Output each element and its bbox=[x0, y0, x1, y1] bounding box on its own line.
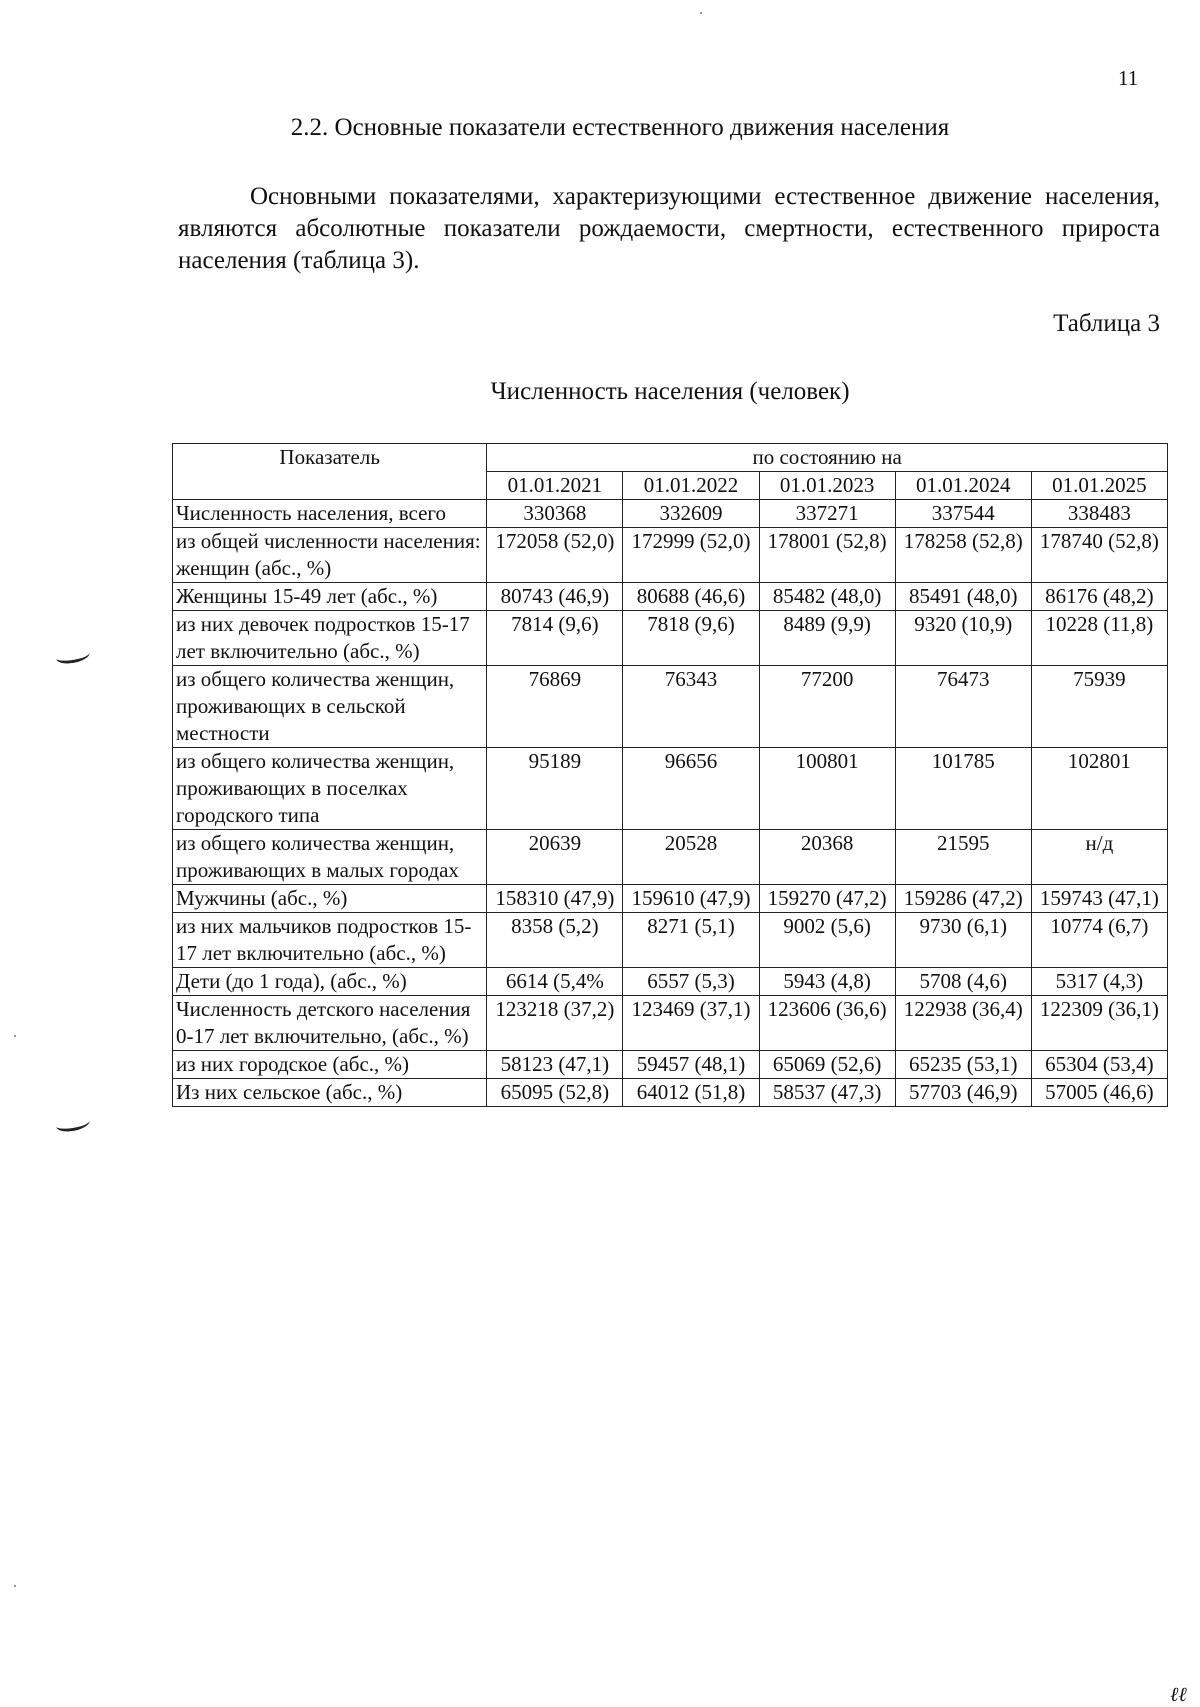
table-cell: 338483 bbox=[1031, 500, 1167, 528]
row-label: из них городское (абс., %) bbox=[173, 1051, 487, 1079]
table-cell: 64012 (51,8) bbox=[623, 1079, 759, 1107]
header-date: 01.01.2023 bbox=[759, 472, 895, 500]
table-row bbox=[173, 913, 1168, 968]
table-row bbox=[173, 748, 1168, 830]
scan-dot bbox=[14, 1585, 16, 1587]
table-head bbox=[173, 444, 1168, 500]
table-cell: 101785 bbox=[895, 748, 1031, 830]
table-cell: 20639 bbox=[487, 830, 623, 885]
row-label: Численность населения, всего bbox=[173, 500, 487, 528]
table-cell: 65304 (53,4) bbox=[1031, 1051, 1167, 1079]
table-cell: 5317 (4,3) bbox=[1031, 968, 1167, 996]
table-label: Таблица 3 bbox=[1053, 310, 1160, 337]
row-label: Дети (до 1 года), (абс., %) bbox=[173, 968, 487, 996]
table-cell: 59457 (48,1) bbox=[623, 1051, 759, 1079]
table-cell: 122309 (36,1) bbox=[1031, 996, 1167, 1051]
table-cell: 80688 (46,6) bbox=[623, 583, 759, 611]
intro-paragraph: Основными показателями, характеризующими естественное движение населения, являются абсолютные показатели рождаемости, смертности, естественного прироста населения (таблица 3). bbox=[178, 183, 1160, 274]
table-row bbox=[173, 583, 1168, 611]
header-indicator: Показатель bbox=[173, 444, 487, 500]
header-date: 01.01.2025 bbox=[1031, 472, 1167, 500]
margin-pen-mark bbox=[55, 1114, 90, 1132]
row-label: из общего количества женщин, проживающих в малых городах bbox=[173, 830, 487, 885]
table-cell: 9730 (6,1) bbox=[895, 913, 1031, 968]
table-cell: 337544 bbox=[895, 500, 1031, 528]
table-cell: 65095 (52,8) bbox=[487, 1079, 623, 1107]
table-row bbox=[173, 968, 1168, 996]
table-cell: 330368 bbox=[487, 500, 623, 528]
table-row bbox=[173, 500, 1168, 528]
table-cell: 7814 (9,6) bbox=[487, 611, 623, 666]
table-cell: 57005 (46,6) bbox=[1031, 1079, 1167, 1107]
table-cell: 8489 (9,9) bbox=[759, 611, 895, 666]
table-cell: 123469 (37,1) bbox=[623, 996, 759, 1051]
table-cell: 76869 bbox=[487, 666, 623, 748]
header-date: 01.01.2024 bbox=[895, 472, 1031, 500]
table-cell: 337271 bbox=[759, 500, 895, 528]
table-cell: 159286 (47,2) bbox=[895, 885, 1031, 913]
header-date: 01.01.2022 bbox=[623, 472, 759, 500]
table-cell: 9002 (5,6) bbox=[759, 913, 895, 968]
table-cell: 122938 (36,4) bbox=[895, 996, 1031, 1051]
row-label: из общей численности населения: женщин (абс., %) bbox=[173, 528, 487, 583]
table-cell: 172999 (52,0) bbox=[623, 528, 759, 583]
table-cell: 100801 bbox=[759, 748, 895, 830]
table-cell: 77200 bbox=[759, 666, 895, 748]
table-cell: 159610 (47,9) bbox=[623, 885, 759, 913]
table-cell: 10774 (6,7) bbox=[1031, 913, 1167, 968]
table-cell: 123218 (37,2) bbox=[487, 996, 623, 1051]
table-cell: 332609 bbox=[623, 500, 759, 528]
table-cell: 57703 (46,9) bbox=[895, 1079, 1031, 1107]
table-row bbox=[173, 528, 1168, 583]
corner-handwritten-mark: ℓℓ bbox=[1170, 1684, 1187, 1706]
table-cell: 95189 bbox=[487, 748, 623, 830]
table-cell: 7818 (9,6) bbox=[623, 611, 759, 666]
table-row bbox=[173, 611, 1168, 666]
table-cell: 86176 (48,2) bbox=[1031, 583, 1167, 611]
table-row bbox=[173, 666, 1168, 748]
scan-dot bbox=[14, 1035, 16, 1037]
table-cell: 172058 (52,0) bbox=[487, 528, 623, 583]
row-label: из общего количества женщин, проживающих в поселках городского типа bbox=[173, 748, 487, 830]
table-cell: 178001 (52,8) bbox=[759, 528, 895, 583]
table-cell: 85491 (48,0) bbox=[895, 583, 1031, 611]
row-label: Мужчины (абс., %) bbox=[173, 885, 487, 913]
row-label: из них девочек подростков 15-17 лет включительно (абс., %) bbox=[173, 611, 487, 666]
table-cell: 65235 (53,1) bbox=[895, 1051, 1031, 1079]
table-cell: 20368 bbox=[759, 830, 895, 885]
population-table bbox=[172, 443, 1168, 1107]
table-row bbox=[173, 996, 1168, 1051]
table-title: Численность населения (человек) bbox=[490, 378, 850, 405]
table-cell: 123606 (36,6) bbox=[759, 996, 895, 1051]
table-cell: 178258 (52,8) bbox=[895, 528, 1031, 583]
table-cell: 158310 (47,9) bbox=[487, 885, 623, 913]
table-cell: 6614 (5,4% bbox=[487, 968, 623, 996]
table-cell: 21595 bbox=[895, 830, 1031, 885]
header-date: 01.01.2021 bbox=[487, 472, 623, 500]
table-row bbox=[173, 1051, 1168, 1079]
table-cell: н/д bbox=[1031, 830, 1167, 885]
table-cell: 102801 bbox=[1031, 748, 1167, 830]
row-label: Численность детского населения 0-17 лет включительно, (абс., %) bbox=[173, 996, 487, 1051]
table-cell: 6557 (5,3) bbox=[623, 968, 759, 996]
table-cell: 5708 (4,6) bbox=[895, 968, 1031, 996]
table-cell: 85482 (48,0) bbox=[759, 583, 895, 611]
table-row bbox=[173, 1079, 1168, 1107]
scan-dot bbox=[700, 12, 702, 14]
header-date-group: по состоянию на bbox=[487, 444, 1168, 472]
table-cell: 178740 (52,8) bbox=[1031, 528, 1167, 583]
row-label: из них мальчиков подростков 15-17 лет включительно (абс., %) bbox=[173, 913, 487, 968]
table-body bbox=[173, 500, 1168, 1107]
table-cell: 76473 bbox=[895, 666, 1031, 748]
table-cell: 159270 (47,2) bbox=[759, 885, 895, 913]
page-number: 11 bbox=[1118, 66, 1139, 90]
row-label: Из них сельское (абс., %) bbox=[173, 1079, 487, 1107]
table-cell: 80743 (46,9) bbox=[487, 583, 623, 611]
table-cell: 20528 bbox=[623, 830, 759, 885]
header-row-group bbox=[173, 444, 1168, 472]
table-cell: 58537 (47,3) bbox=[759, 1079, 895, 1107]
table-cell: 8271 (5,1) bbox=[623, 913, 759, 968]
table-cell: 76343 bbox=[623, 666, 759, 748]
table-cell: 96656 bbox=[623, 748, 759, 830]
table-cell: 65069 (52,6) bbox=[759, 1051, 895, 1079]
table-cell: 8358 (5,2) bbox=[487, 913, 623, 968]
table-cell: 75939 bbox=[1031, 666, 1167, 748]
row-label: Женщины 15-49 лет (абс., %) bbox=[173, 583, 487, 611]
table-row bbox=[173, 885, 1168, 913]
table-cell: 5943 (4,8) bbox=[759, 968, 895, 996]
margin-pen-mark bbox=[55, 646, 90, 664]
section-heading: 2.2. Основные показатели естественного движения населения bbox=[290, 114, 950, 141]
table-row bbox=[173, 830, 1168, 885]
row-label: из общего количества женщин, проживающих в сельской местности bbox=[173, 666, 487, 748]
table-cell: 159743 (47,1) bbox=[1031, 885, 1167, 913]
table-cell: 58123 (47,1) bbox=[487, 1051, 623, 1079]
table-cell: 10228 (11,8) bbox=[1031, 611, 1167, 666]
table-cell: 9320 (10,9) bbox=[895, 611, 1031, 666]
